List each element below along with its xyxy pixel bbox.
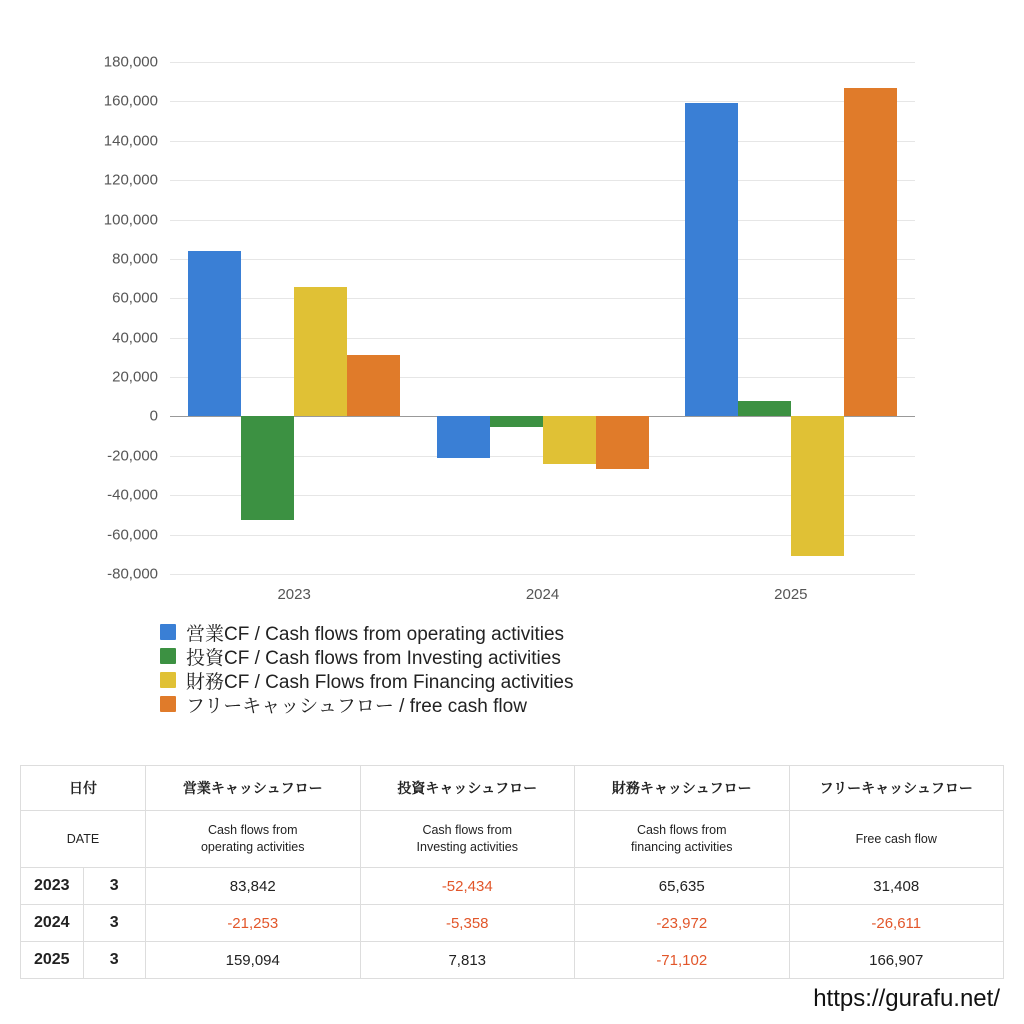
table-header-cell: 日付 bbox=[21, 766, 146, 811]
legend-item bbox=[160, 668, 574, 692]
table-header-cell-en: Free cash flow bbox=[789, 811, 1004, 868]
chart-bar bbox=[844, 88, 897, 417]
table-header-row-jp bbox=[21, 766, 1004, 811]
y-axis-tick-label: 60,000 bbox=[112, 289, 158, 307]
chart-plot-area bbox=[103, 53, 915, 603]
chart-bar bbox=[241, 416, 294, 519]
table-cell-value: 83,842 bbox=[146, 868, 361, 905]
y-axis-tick-label: 40,000 bbox=[112, 329, 158, 347]
y-axis-tick-label: 160,000 bbox=[103, 92, 158, 110]
chart-legend bbox=[160, 620, 574, 716]
table-header-cell: 投資キャッシュフロー bbox=[360, 766, 575, 811]
y-axis-tick-label: -20,000 bbox=[107, 447, 158, 465]
table-cell-value: 166,907 bbox=[789, 942, 1004, 979]
chart-bar bbox=[543, 416, 596, 463]
gridline bbox=[170, 101, 915, 102]
table-header-cell: 営業キャッシュフロー bbox=[146, 766, 361, 811]
legend-label: フリーキャッシュフロー / free cash flow bbox=[186, 695, 527, 717]
table-cell-value: 31,408 bbox=[789, 868, 1004, 905]
y-axis-tick-label: -60,000 bbox=[107, 526, 158, 544]
chart-bar bbox=[596, 416, 649, 468]
legend-swatch-icon bbox=[160, 624, 176, 640]
x-axis-tick-label: 2025 bbox=[774, 586, 808, 603]
chart-bar bbox=[791, 416, 844, 556]
legend-label: 営業CF / Cash flows from operating activities bbox=[186, 623, 565, 645]
y-axis-tick-label: 120,000 bbox=[103, 171, 158, 189]
legend-item bbox=[160, 620, 574, 644]
table-cell-value: 65,635 bbox=[575, 868, 790, 905]
table-row bbox=[21, 942, 1004, 979]
legend-swatch-icon bbox=[160, 672, 176, 688]
chart-bar bbox=[685, 103, 738, 416]
table-cell-value: -52,434 bbox=[360, 868, 575, 905]
table-header-cell-en: Cash flows from Investing activities bbox=[360, 811, 575, 868]
gridline bbox=[170, 298, 915, 299]
legend-item bbox=[160, 644, 574, 668]
gridline bbox=[170, 377, 915, 378]
table-body bbox=[21, 766, 1004, 979]
table-header-cell-en: Cash flows from financing activities bbox=[575, 811, 790, 868]
gridline bbox=[170, 574, 915, 575]
table-cell-month: 3 bbox=[83, 868, 146, 905]
gridline bbox=[170, 338, 915, 339]
table-cell-value: -26,611 bbox=[789, 905, 1004, 942]
gridline bbox=[170, 180, 915, 181]
table-cell-month: 3 bbox=[83, 905, 146, 942]
chart-bar bbox=[347, 355, 400, 417]
table-cell-year: 2024 bbox=[21, 905, 84, 942]
legend-item bbox=[160, 692, 574, 716]
data-table bbox=[20, 765, 1004, 979]
gridline bbox=[170, 141, 915, 142]
chart-bar bbox=[294, 287, 347, 416]
table-row bbox=[21, 868, 1004, 905]
y-axis-tick-label: 80,000 bbox=[112, 250, 158, 268]
y-axis-tick-label: -80,000 bbox=[107, 565, 158, 583]
table-header-cell-en: Cash flows from operating activities bbox=[146, 811, 361, 868]
table-cell-value: -5,358 bbox=[360, 905, 575, 942]
x-axis-tick-label: 2024 bbox=[525, 586, 560, 603]
table-header-row-en bbox=[21, 811, 1004, 868]
chart-bar bbox=[738, 401, 791, 416]
y-axis-tick-label: 100,000 bbox=[103, 211, 158, 229]
y-axis-tick-label: 0 bbox=[149, 407, 158, 425]
table-header-cell-en: DATE bbox=[21, 811, 146, 868]
y-axis-tick-label: 140,000 bbox=[103, 132, 158, 150]
x-axis-tick-label: 2023 bbox=[277, 586, 311, 603]
gridline bbox=[170, 259, 915, 260]
y-axis-tick-label: 180,000 bbox=[103, 53, 158, 71]
legend-label: 投資CF / Cash flows from Investing activities bbox=[186, 647, 561, 669]
chart-bar bbox=[188, 251, 241, 416]
table-cell-value: 7,813 bbox=[360, 942, 575, 979]
y-axis-tick-label: -40,000 bbox=[107, 486, 158, 504]
gridline bbox=[170, 220, 915, 221]
legend-label: 財務CF / Cash Flows from Financing activities bbox=[186, 671, 574, 693]
table-cell-value: -21,253 bbox=[146, 905, 361, 942]
legend-swatch-icon bbox=[160, 696, 176, 712]
table-cell-month: 3 bbox=[83, 942, 146, 979]
y-axis-tick-label: 20,000 bbox=[112, 368, 158, 386]
gridline bbox=[170, 62, 915, 63]
legend-swatch-icon bbox=[160, 648, 176, 664]
table-header-cell: 財務キャッシュフロー bbox=[575, 766, 790, 811]
chart-bar bbox=[490, 416, 543, 427]
cash-flow-data-table bbox=[20, 765, 1004, 979]
table-row bbox=[21, 905, 1004, 942]
source-url: https://gurafu.net/ bbox=[813, 985, 1000, 1012]
table-cell-year: 2023 bbox=[21, 868, 84, 905]
table-cell-value: -23,972 bbox=[575, 905, 790, 942]
table-cell-value: -71,102 bbox=[575, 942, 790, 979]
table-cell-value: 159,094 bbox=[146, 942, 361, 979]
chart-bar bbox=[437, 416, 490, 458]
table-cell-year: 2025 bbox=[21, 942, 84, 979]
table-header-cell: フリーキャッシュフロー bbox=[789, 766, 1004, 811]
